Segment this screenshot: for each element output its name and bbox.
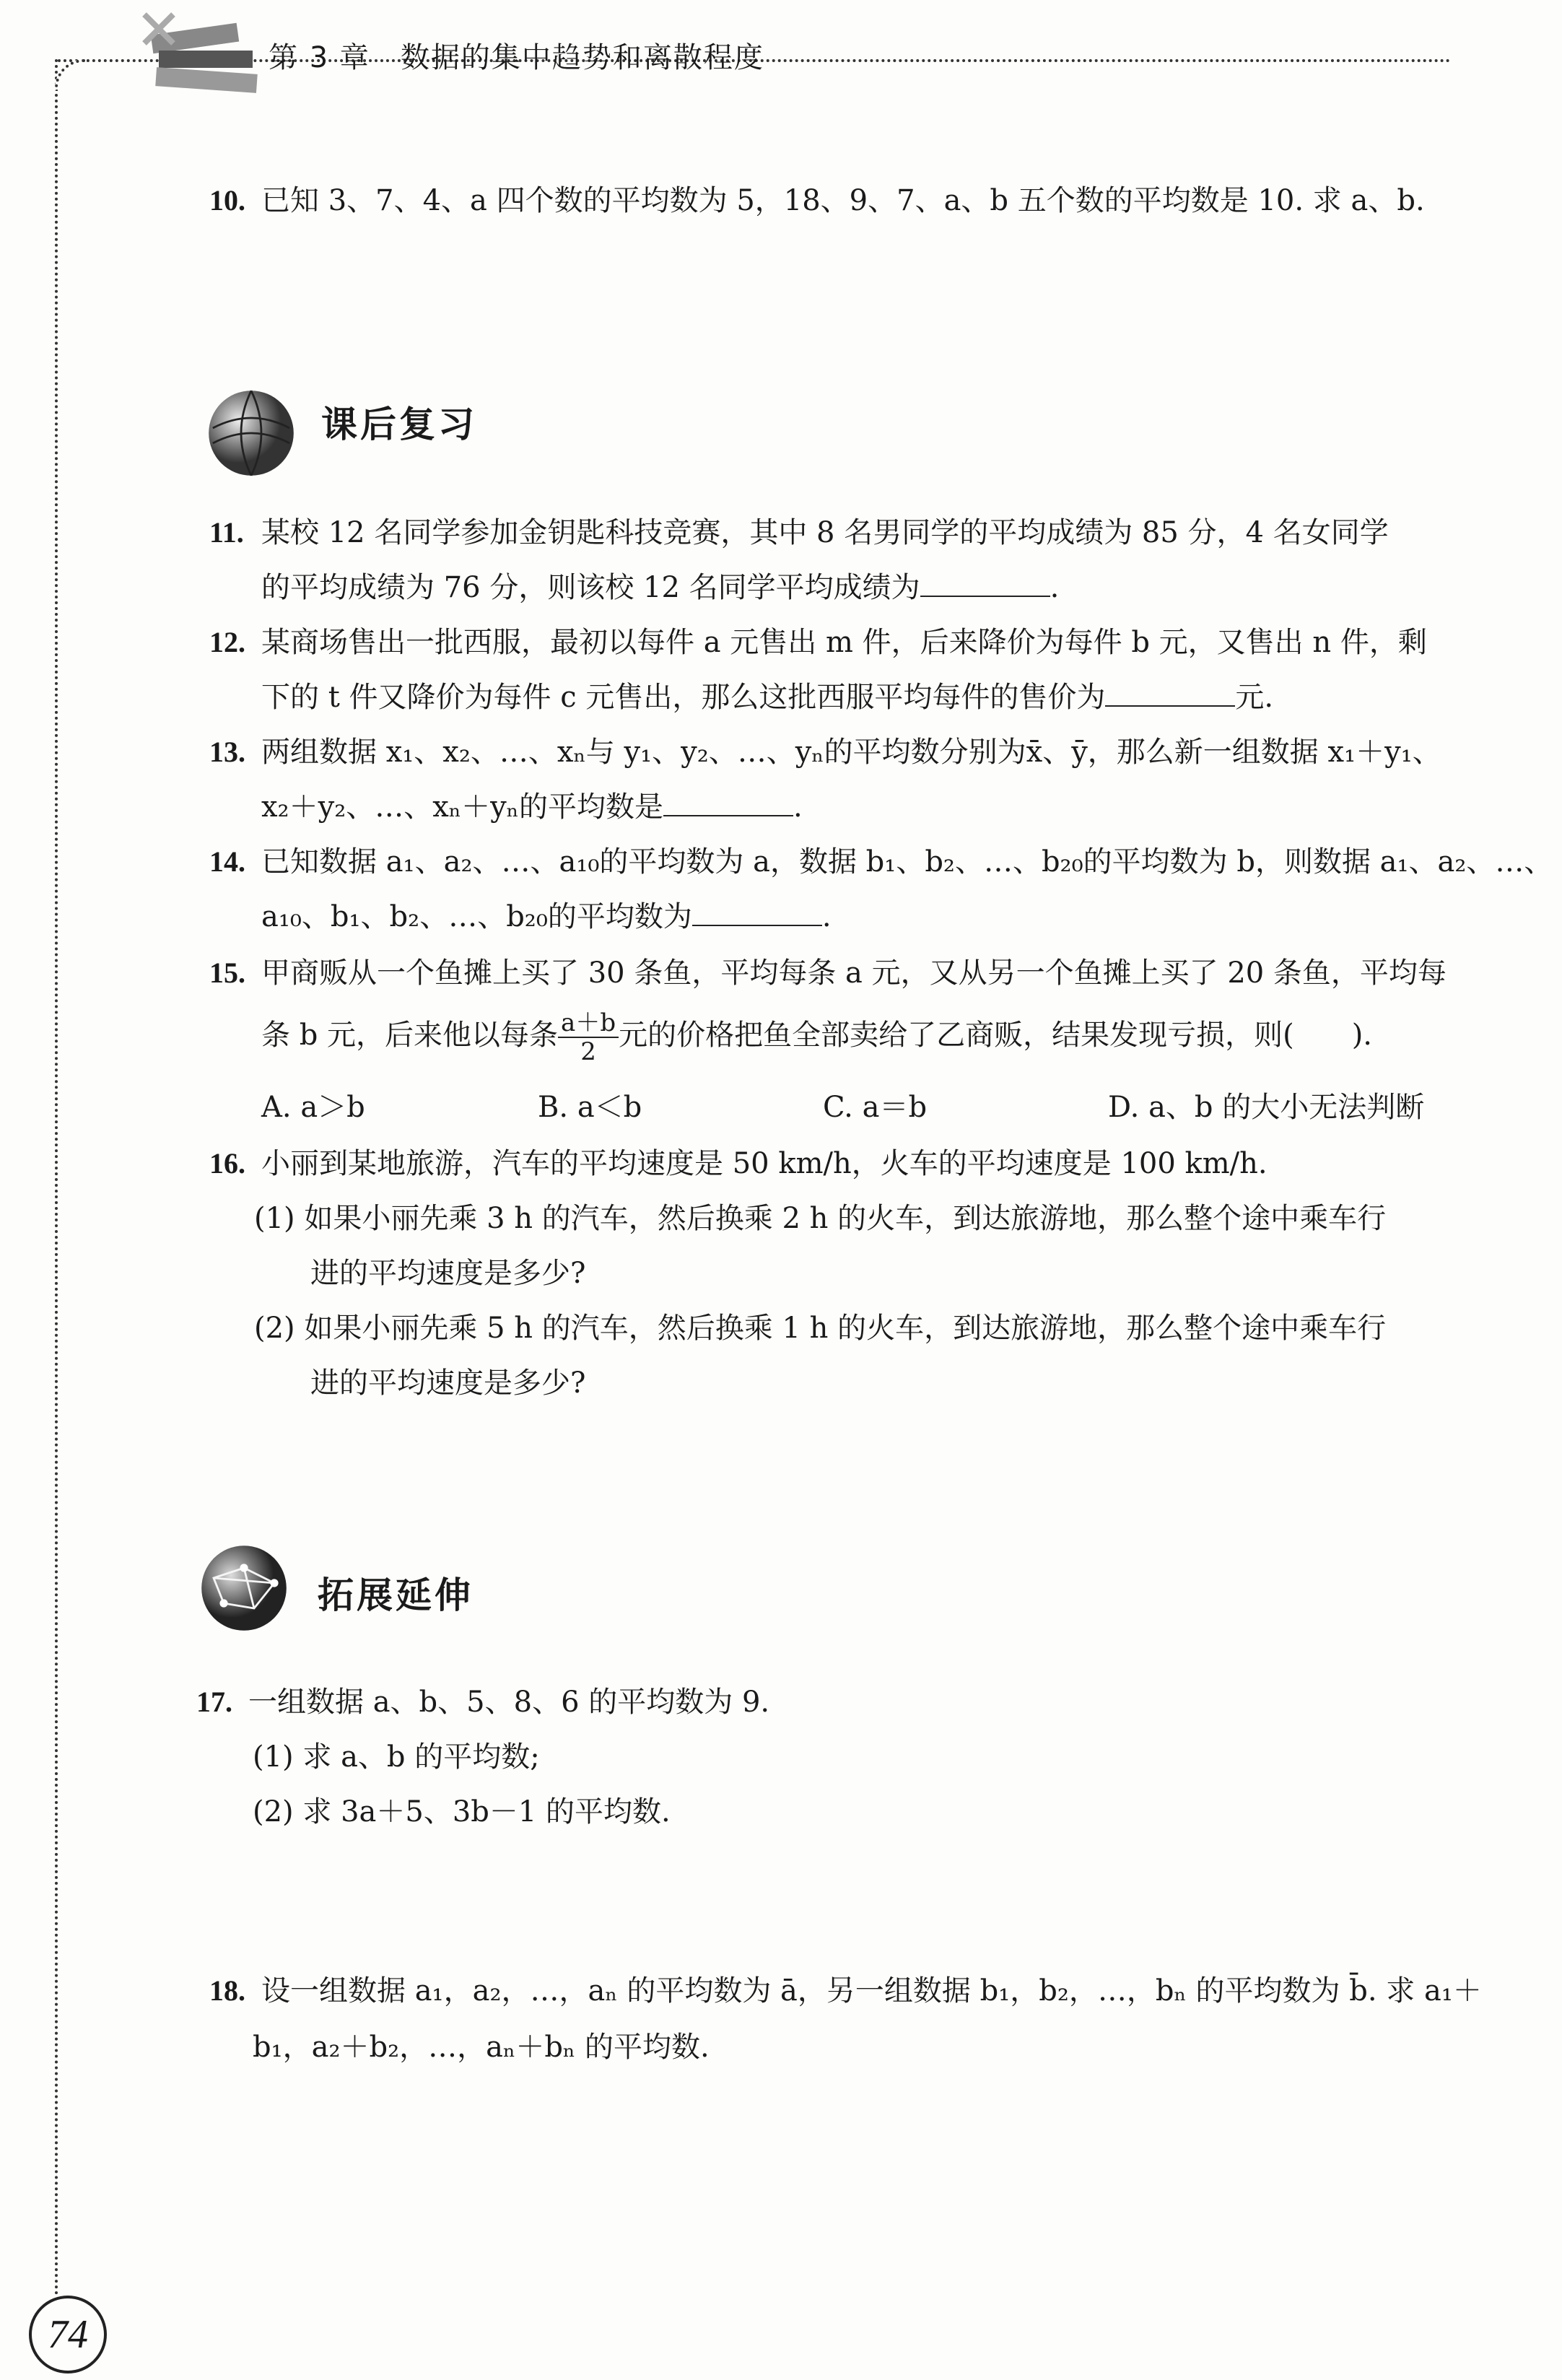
question-18: 18. 设一组数据 a₁，a₂，…，aₙ 的平均数为 ā，另一组数据 b₁，b₂，…，bₙ 的平均数为 b̄. 求 a₁＋ [209,1974,1482,2008]
option-c[interactable]: C. a＝b [823,1091,928,1124]
globe-icon [201,383,302,484]
option-b[interactable]: B. a＜b [538,1091,642,1124]
answer-blank[interactable] [920,567,1050,597]
question-17-part2: (2) 求 3a＋5、3b－1 的平均数. [253,1795,671,1828]
question-11-line2: 的平均成绩为 76 分，则该校 12 名同学平均成绩为 . [261,560,1059,615]
question-11: 11. 某校 12 名同学参加金钥匙科技竞赛，其中 8 名男同学的平均成绩为 85 分，4 名女同学 [209,516,1389,549]
answer-blank[interactable] [663,786,793,816]
side-rule [55,59,58,2297]
question-16-part2-cont: 进的平均速度是多少? [310,1366,586,1400]
question-16: 16. 小丽到某地旅游，汽车的平均速度是 50 km/h，火车的平均速度是 100 km/h. [209,1147,1268,1180]
question-15: 15. 甲商贩从一个鱼摊上买了 30 条鱼，平均每条 a 元，又从另一个鱼摊上买了 20 条鱼，平均每 [209,956,1447,990]
question-18-line2: b₁，a₂＋b₂，…，aₙ＋bₙ 的平均数. [253,2031,710,2064]
question-16-part1: (1) 如果小丽先乘 3 h 的汽车，然后换乘 2 h 的火车，到达旅游地，那么整个途中乘车行 [254,1202,1387,1235]
fraction: $\frac{a+b}{2}$ [558,1009,619,1065]
question-15-line2: 条 b 元，后来他以每条 $\frac{a+b}{2}$ 元的价格把鱼全部卖给了乙商贩，结果发现亏损，则( ). [261,1008,1373,1066]
question-13: 13. 两组数据 x₁、x₂、…、xₙ与 y₁、y₂、…、yₙ的平均数分别为x̄、ȳ，那么新一组数据 x₁＋y₁、 [209,736,1441,769]
network-globe-icon [193,1538,294,1639]
question-12-line2: 下的 t 件又降价为每件 c 元售出，那么这批西服平均每件的售价为 元. [261,670,1273,725]
question-13-line2: x₂＋y₂、…、xₙ＋yₙ的平均数是 . [261,780,803,834]
section-extend-title: 拓展延伸 [318,1574,474,1616]
books-icon [130,0,274,108]
answer-blank[interactable] [692,896,822,926]
section-review-title: 课后复习 [321,404,477,445]
question-12: 12. 某商场售出一批西服，最初以每件 a 元售出 m 件，后来降价为每件 b 元，又售出 n 件，剩 [209,626,1427,659]
chapter-title: 第 3 章 数据的集中趋势和离散程度 [269,41,764,74]
page-number: 74 [29,2296,107,2374]
answer-blank[interactable] [1105,676,1235,707]
question-17: 17. 一组数据 a、b、5、8、6 的平均数为 9. [196,1686,770,1719]
question-10: 10. 已知 3、7、4、a 四个数的平均数为 5，18、9、7、a、b 五个数的平均数是 10. 求 a、b. [209,184,1425,217]
question-16-part1-cont: 进的平均速度是多少? [310,1257,586,1290]
question-14-line2: a₁₀、b₁、b₂、…、b₂₀的平均数为 . [261,889,832,944]
frame-corner [55,59,87,91]
question-17-part1: (1) 求 a、b 的平均数; [253,1740,540,1774]
question-16-part2: (2) 如果小丽先乘 5 h 的汽车，然后换乘 1 h 的火车，到达旅游地，那么整个途中乘车行 [254,1312,1387,1345]
question-14: 14. 已知数据 a₁、a₂、…、a₁₀的平均数为 a，数据 b₁、b₂、…、b₂₀的平均数为 b，则数据 a₁、a₂、…、 [209,845,1553,879]
option-a[interactable]: A. a＞b [261,1091,365,1124]
option-d[interactable]: D. a、b 的大小无法判断 [1108,1091,1425,1124]
